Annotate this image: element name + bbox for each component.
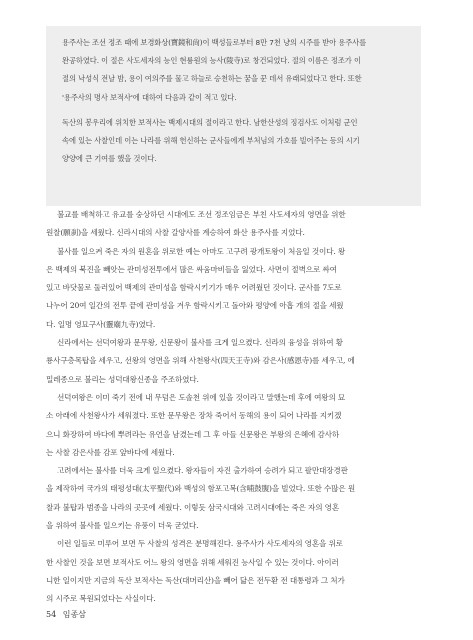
body-line: 다. 일명 영묘구사(靈廟九寺)였다. — [46, 319, 156, 329]
body-line: 을 위하여 불사를 일으키는 유풍이 더욱 굳었다. — [46, 521, 199, 531]
body-line: 있고 바닷물로 둘러있어 백제의 관미성을 함락시키기가 매우 어려웠던 것이다. 군사를 7도로 — [46, 283, 342, 293]
page-footer — [46, 609, 90, 620]
quoted-excerpt-box — [46, 26, 421, 206]
body-line: 의 시주로 복원되었다는 사실이다. — [46, 594, 156, 604]
body-line: 소 아래에 사천왕사가 세워졌다. 또한 문무왕은 장차 죽어서 동해의 용이 되어 나라를 지키겠 — [46, 411, 342, 421]
body-line: 밀레종으로 불리는 성덕대왕신종을 주조하였다. — [46, 374, 199, 384]
body-line: 이런 일들로 미루어 보면 두 사찰의 성격은 분명해진다. 용주사가 사도세자의 영혼을 위로 — [57, 539, 343, 549]
excerpt-line: 완공하였다. 이 절은 사도세자의 능인 현륭원의 능사(陵寺)로 창건되었다. 절의 이름은 정조가 이 — [62, 56, 361, 66]
body-line: 불사를 일으켜 죽은 자의 원혼을 위로한 예는 아마도 고구려 광개토왕이 처음일 것이다. 왕 — [57, 246, 346, 256]
body-line: 니한 일이지만 지금의 독산 보적사는 독산(대머리산)을 빼어 닮은 전두환 전 대통령과 그 처가 — [46, 575, 345, 585]
body-line: 을 제작하여 국가의 태평성대(太平聖代)와 백성의 함포고복(含哺鼓腹)을 빌었다. 또한 수많은 원 — [46, 484, 356, 494]
body-line: 찰과 불탑과 범종을 나라의 곳곳에 세웠다. 이렇듯 삼국시대와 고려시대에는 죽은 자의 영혼 — [46, 502, 340, 512]
excerpt-line: 절의 낙성식 전날 밤, 용이 여의주를 물고 하늘로 승천하는 꿈을 꾼 데서 유래되었다고 한다. 또한 — [62, 74, 362, 84]
page-number: 54 — [46, 610, 57, 619]
author-name: 임종삼 — [62, 610, 86, 619]
excerpt-line: 양양에 큰 기여를 했을 것이다. — [62, 154, 157, 164]
body-line: 신라에서는 선덕여왕과 문무왕, 신문왕이 불사를 크게 일으켰다. 신라의 융성을 위하여 황 — [57, 338, 343, 348]
body-line: 는 사찰 감은사를 감포 앞바다에 세웠다. — [46, 447, 175, 457]
body-line: 선덕여왕은 이미 죽기 전에 내 무덤은 도솔천 위에 있을 것이라고 말했는데 후에 여왕의 묘 — [57, 392, 346, 402]
body-line: 으니 화장하여 바다에 뿌려라는 유언을 남겼는데 그 후 아들 신문왕은 부왕의 은혜에 감사하 — [46, 429, 340, 439]
excerpt-line: '용주사의 명사 보적사'에 대하여 다음과 같이 적고 있다. — [62, 92, 237, 102]
body-line: 한 사찰인 것을 보면 보적사도 어느 왕의 영면을 위해 세워진 능사일 수 있는 것이다. 아이러 — [46, 557, 339, 567]
body-line: 은 백제의 북진을 빼앗는 관미성전투에서 많은 싸움마비들을 잃었다. 사면이 절벽으로 싸여 — [46, 264, 337, 274]
excerpt-line: 속에 있는 사찰인데 이는 나라를 위해 헌신하는 군사들에게 부처님의 가호를 빌어주는 등의 시기 — [62, 136, 360, 146]
body-line: 불교를 배척하고 유교를 숭상하던 시대에도 조선 정조임금은 부친 사도세자의 영면을 위한 — [57, 210, 346, 219]
body-line: 룡사구층목탑을 세우고, 선왕의 영면을 위해 사천왕사(四天王寺)와 감은사(感恩寺)를 세우고, 에 — [46, 356, 355, 366]
body-text — [46, 206, 426, 609]
excerpt-line: 용주사는 조선 정조 때에 보경화상(寶鏡和尙)이 백성들로부터 8만 7천 냥의 시주를 받아 용주사를 — [62, 38, 367, 47]
body-line: 고려에서는 불사를 더욱 크게 일으켰다. 왕자들이 자진 출가하여 승려가 되고 팔만대장경판 — [57, 466, 348, 476]
body-line: 나누어 20여 일간의 전투 끝에 관미성을 겨우 함락시키고 돌아와 평양에 아홉 개의 절을 세웠 — [46, 301, 344, 311]
body-line: 원찰(願刹)을 세웠다. 신라시대의 사찰 갈양사를 계승하여 화산 용주사를 지었다. — [46, 228, 305, 238]
excerpt-line: 독산의 봉우리에 위치한 보적사는 백제시대의 절이라고 한다. 남한산성의 징검사도 이처럼 군인 — [62, 117, 358, 127]
